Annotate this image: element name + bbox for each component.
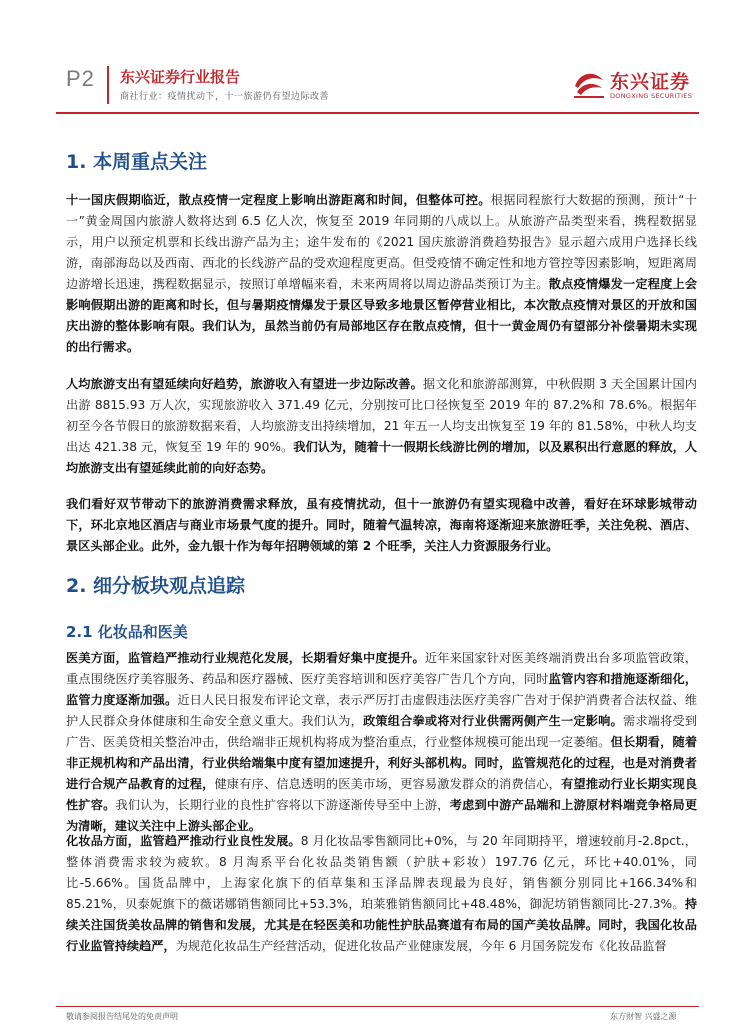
section-heading-2: 2. 细分板块观点追踪: [66, 575, 246, 597]
logo-text-cn: 东兴证券: [610, 71, 691, 93]
paragraph-outlook: [66, 494, 697, 557]
footer-rule: [56, 1006, 699, 1007]
subsection-heading-2-1: 2.1 化妆品和医美: [66, 623, 188, 641]
report-subtitle: 商社行业：疫情扰动下，十一旅游仍有望边际改善: [120, 92, 330, 102]
paragraph-emphasis: 我们认为，随着十一假期长线游比例的增加，以及累积出行意愿的释放，人均旅游支出有望延续此前的向好态势。: [66, 440, 697, 475]
report-title: 东兴证券行业报告: [120, 68, 241, 86]
company-logo: [572, 62, 700, 106]
paragraph-text: 健康有序、信息透明的医美市场，更容易激发群众的消费信心，: [214, 777, 562, 791]
paragraph-text: 我们认为，长期行业的良性扩容将以下游逐渐传导至中上游，: [115, 798, 450, 812]
paragraph-lead: 十一国庆假期临近，散点疫情一定程度上影响出游距离和时间，但整体可控。: [66, 193, 491, 207]
paragraph-text: 近年来国家针对医美终端消费出台多项监管政策，重点围绕医疗美容服务、药品和医疗器械、医疗美容培训和医疗美容广告几个方向，同时: [66, 651, 698, 686]
paragraph-text: 8 月化妆品零售额同比+0%，与 20 年同期持平，增速较前月-2.8pct.，整体消费需求较为疲软。8 月淘系平台化妆品类销售额（护肤+彩妆）197.76 亿元，环比+40.01%，同比-5.66%。国货品牌中，上海家化旗下的佰草集和玉泽品牌表现最为良好，销售额分别同比+166.34%和 85.21%，贝泰妮旗下的薇诺娜销售额同比+53.3%，珀莱雅销售额同比+48.48%，御泥坊销售额同比-27.3%。: [66, 834, 697, 911]
paragraph-text: 需求端将受到广告、医美贷相关整治冲击，供给端非正规机构将成为整治重点，行业整体规模可能出现一定萎缩。: [66, 714, 698, 749]
paragraph-text: 近日人民日报发布评论文章，表示严厉打击虚假违法医疗美容广告对于保护消费者合法权益、维护人民群众身体健康和生命安全意义重大。我们认为，: [66, 693, 698, 728]
paragraph-lead: 医美方面，监管趋严推动行业规范化发展，长期看好集中度提升。: [66, 651, 425, 665]
page-number: P2: [66, 66, 95, 91]
section-heading-1: 1. 本周重点关注: [66, 151, 208, 173]
header-divider: [107, 66, 109, 104]
paragraph-emphasis: 政策组合拳或将对行业供需两侧产生一定影响。: [363, 714, 623, 728]
paragraph-medical-aesthetics: [66, 648, 697, 837]
paragraph-text: 据文化和旅游部测算，中秋假期 3 天全国累计国内出游 8815.93 万人次，实现旅游收入 371.49 亿元，分别按可比口径恢复至 2019 年的 87.2%和 78.6%。根据年初至今各节假日的旅游数据来看，人均旅游支出持续增加，21 年五一人均支出恢复至 19 年的 81.58%，中秋人均支出达 421.38 元，恢复至 19 年的 90%。: [66, 377, 697, 454]
paragraph-holiday-travel: [66, 190, 697, 358]
paragraph-lead: 人均旅游支出有望延续向好趋势，旅游收入有望进一步边际改善。: [66, 377, 423, 391]
paragraph-emphasis: 但长期看，随着非正规机构和产品出清，行业供给端集中度有望加速提升，利好头部机构。同时，监管规范化的过程，也是对消费者进行合规产品教育的过程，: [66, 735, 698, 791]
paragraph-text: 为规范化妆品生产经营活动，促进化妆品产业健康发展，今年 6 月国务院发布《化妆品监督: [175, 939, 667, 953]
paragraph-emphasis: 监管内容和措施逐渐细化，监管力度逐渐加强。: [66, 672, 698, 707]
dongxing-logo-icon: [572, 66, 606, 100]
paragraph-emphasis: 有望推动行业长期实现良性扩容。: [66, 777, 698, 812]
paragraph-text: 根据同程旅行大数据的预测，预计“十一”黄金周国内旅游人数将达到 6.5 亿人次，恢复至 2019 年同期的八成以上。从旅游产品类型来看，携程数据显示，用户以预定机票和长线出游产品为主；途牛发布的《2021 国庆旅游消费趋势报告》显示超六成用户选择长线游，南部海岛以及西南、西北的长线游产品的受欢迎程度更高。但受疫情不确定性和地方管控等因素影响，短距离周边游增长迅速，携程数据显示，按照订单增幅来看，未来两周将以周边游品类预订为主。: [66, 193, 697, 291]
paragraph-lead: 我们看好双节带动下的旅游消费需求释放，虽有疫情扰动，但十一旅游仍有望实现稳中改善，看好在环球影城带动下，环北京地区酒店与商业市场景气度的提升。同时，随着气温转凉，海南将逐渐迎来旅游旺季，关注免税、酒店、景区头部企业。此外，金九银十作为每年招聘领域的第 2 个旺季，关注人力资源服务行业。: [66, 497, 697, 553]
footer-disclaimer: 敬请参阅报告结尾处的免责声明: [66, 1012, 178, 1021]
header-rule: [56, 112, 699, 114]
page-header: [0, 0, 755, 110]
paragraph-emphasis: 散点疫情爆发一定程度上会影响假期出游的距离和时长，但与暑期疫情爆发于景区导致多地景区暂停营业相比，本次散点疫情对景区的开放和国庆出游的整体影响有限。我们认为，虽然当前仍有局部地区存在散点疫情，但十一黄金周仍有望部分补偿暑期未实现的出行需求。: [66, 277, 698, 354]
paragraph-emphasis: 考虑到中游产品端和上游原材料端竞争格局更为清晰，建议关注中上游头部企业。: [66, 798, 698, 833]
paragraph-cosmetics: [66, 831, 697, 957]
paragraph-lead: 化妆品方面，监管趋严推动行业良性发展。: [66, 834, 301, 848]
logo-text-en: DONGXING SECURITIES: [610, 92, 693, 100]
paragraph-travel-spending: [66, 374, 697, 479]
footer-slogan: 东方财智 兴盛之源: [610, 1012, 677, 1021]
paragraph-emphasis: 持续关注国货美妆品牌的销售和发展，尤其是在轻医美和功能性护肤品赛道有布局的国产美妆品牌。同时，我国化妆品行业监管持续趋严，: [66, 897, 697, 953]
